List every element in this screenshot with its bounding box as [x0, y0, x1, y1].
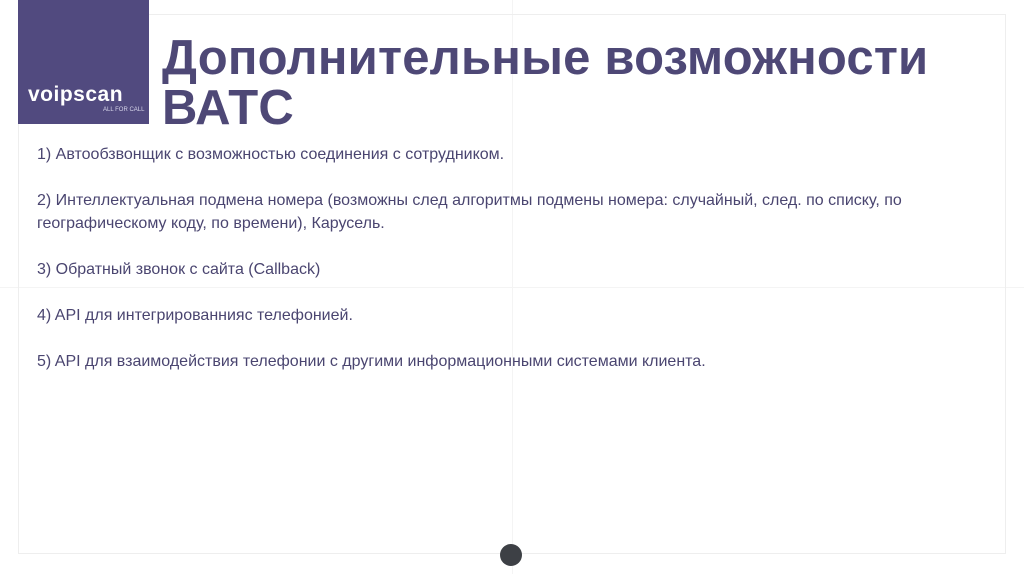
feature-item-5: 5) API для взаимодействия телефонии с другими информационными системами клиента. — [37, 353, 706, 370]
feature-item-4: 4) API для интегрированнияс телефонией. — [37, 307, 353, 324]
logo-tagline: ALL FOR CALL — [103, 107, 145, 113]
feature-item-2: 2) Интеллектуальная подмена номера (возможны след алгоритмы подмены номера: случайный, след. по списку, по географическому коду, по времени), Карусель. — [37, 192, 902, 232]
slide-title: Дополнительные возможности ВАТС — [162, 31, 929, 135]
feature-item-1: 1) Автообзвонщик с возможностью соединения с сотрудником. — [37, 146, 505, 163]
feature-item-3: 3) Обратный звонок с сайта (Callback) — [37, 261, 321, 278]
logo-wordmark: voipscan — [28, 83, 124, 106]
logo — [18, 0, 149, 124]
feature-list — [37, 143, 1002, 396]
circle-dot-icon[interactable] — [500, 544, 522, 566]
